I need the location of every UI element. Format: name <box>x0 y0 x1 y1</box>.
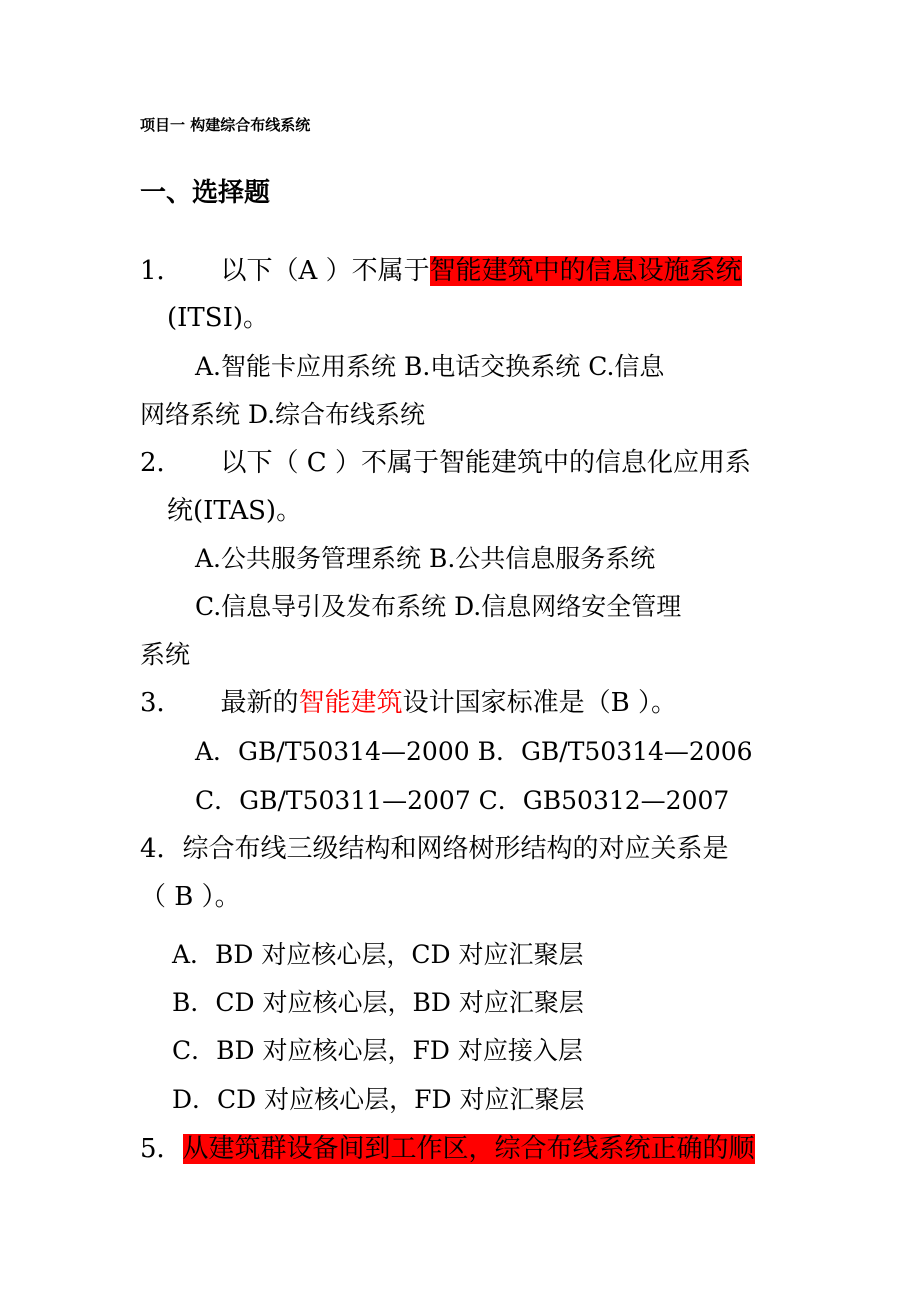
section-title: 一、选择题 <box>140 178 271 208</box>
question-2-line-1 <box>140 445 751 481</box>
question-5-highlight: 从建筑群设备间到工作区，综合布线系统正确的顺 <box>182 1134 755 1164</box>
question-1-options-line-1: A.智能卡应用系统 B.电话交换系统 C.信息 <box>195 352 665 381</box>
question-3-prefix: 最新的 <box>220 688 299 718</box>
question-1-number: 1． <box>140 256 183 286</box>
question-5-number: 5． <box>140 1134 183 1164</box>
question-4-option-d: D．CD 对应核心层，FD 对应汇聚层 <box>172 1085 585 1114</box>
question-3-line-1 <box>140 685 677 721</box>
question-5-line-1 <box>140 1131 755 1167</box>
question-1-line-1 <box>140 253 742 289</box>
question-3-number: 3． <box>140 688 183 718</box>
question-2-text: 以下（ C ）不属于智能建筑中的信息化应用系 <box>220 448 751 478</box>
question-3-options-line-1: A．GB/T50314—2000 B．GB/T50314—2006 <box>195 737 753 766</box>
question-1-highlight: 智能建筑中的信息设施系统 <box>429 256 742 286</box>
question-4-line-2: （ B ）。 <box>140 882 241 912</box>
question-2-options-line-2: C.信息导引及发布系统 D.信息网络安全管理 <box>195 592 682 621</box>
question-3-red-text: 智能建筑 <box>298 688 403 718</box>
question-2-number: 2． <box>140 448 183 478</box>
project-title: 项目一 构建综合布线系统 <box>140 116 311 134</box>
question-4-line-1: 4．综合布线三级结构和网络树形结构的对应关系是 <box>140 834 729 864</box>
question-2-options-line-1: A.公共服务管理系统 B.公共信息服务系统 <box>195 544 656 573</box>
question-2-line-2: 统(ITAS)。 <box>167 496 303 526</box>
question-1-line-2: (ITSI)。 <box>167 303 269 333</box>
question-1-prefix: 以下（A ）不属于 <box>220 256 430 286</box>
question-4-option-c: C．BD 对应核心层，FD 对应接入层 <box>172 1036 583 1065</box>
question-1-options-line-2: 网络系统 D.综合布线系统 <box>140 400 426 429</box>
question-2-options-line-3: 系统 <box>140 640 191 669</box>
question-3-suffix: 设计国家标准是（B ）。 <box>402 688 677 718</box>
question-3-options-line-2: C．GB/T50311—2007 C．GB50312—2007 <box>195 786 730 815</box>
question-4-option-b: B．CD 对应核心层，BD 对应汇聚层 <box>172 988 584 1017</box>
question-4-option-a: A．BD 对应核心层，CD 对应汇聚层 <box>172 940 584 969</box>
